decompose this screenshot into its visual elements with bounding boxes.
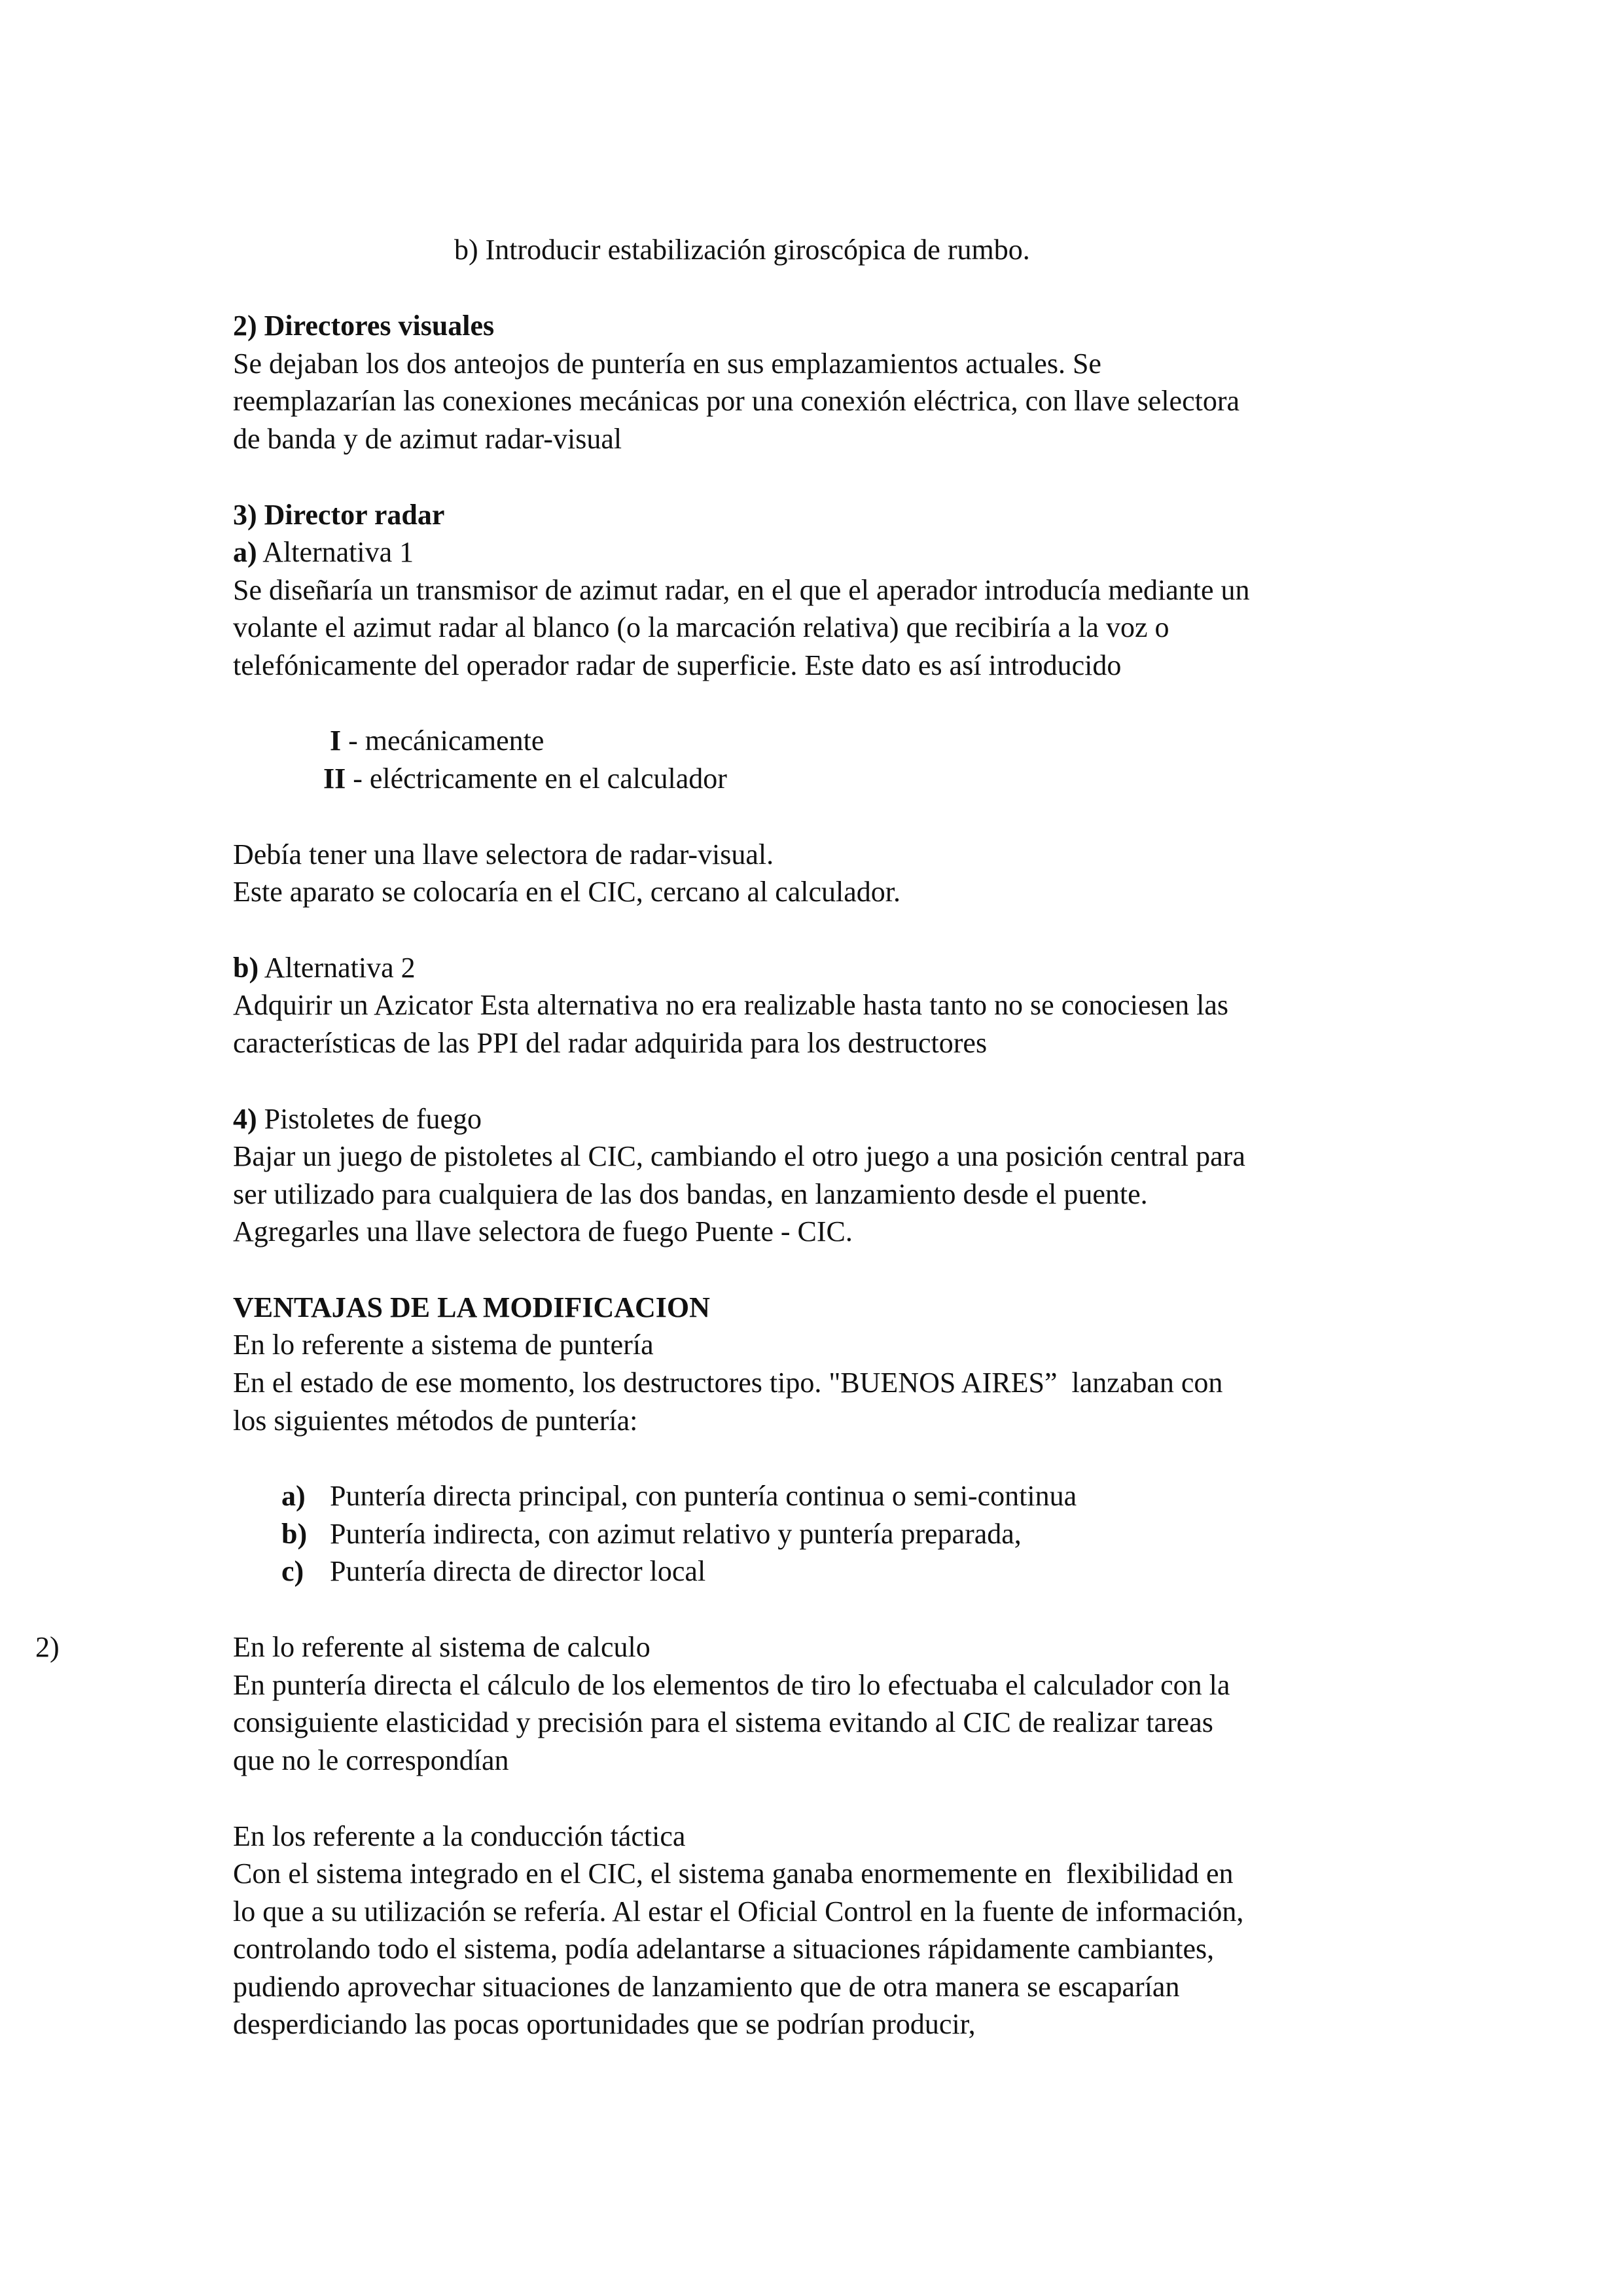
paragraph-line: lo que a su utilización se refería. Al estar el Oficial Control en la fuente de información, — [233, 1895, 1244, 1928]
paragraph-line: volante el azimut radar al blanco (o la marcación relativa) que recibiría a la voz o — [233, 611, 1169, 643]
list-text: Puntería indirecta, con azimut relativo y puntería preparada, — [330, 1518, 1022, 1550]
paragraph-line: En lo referente a sistema de puntería — [233, 1329, 654, 1361]
section-number: 3) — [233, 499, 257, 531]
paragraph-line: Este aparato se colocaría en el CIC, cercano al calculador. — [233, 876, 901, 908]
roman-list-item — [323, 764, 727, 793]
section-4-heading — [233, 1105, 482, 1134]
paragraph-line: controlando todo el sistema, podía adelantarse a situaciones rápidamente cambiantes, — [233, 1933, 1215, 1965]
alternative-heading — [233, 954, 416, 982]
paragraph-line: pudiendo aprovechar situaciones de lanzamiento que de otra manera se escaparían — [233, 1971, 1180, 2003]
margin-number: 2) — [35, 1631, 60, 1663]
paragraph-line: reemplazarían las conexiones mecánicas por una conexión eléctrica, con llave selectora — [233, 385, 1240, 417]
roman-text: - eléctricamente en el calculador — [346, 762, 727, 795]
paragraph-line: los siguientes métodos de puntería: — [233, 1405, 638, 1437]
paragraph-line: Bajar un juego de pistoletes al CIC, cambiando el otro juego a una posición central para — [233, 1140, 1245, 1172]
list-text: Puntería directa de director local — [330, 1555, 706, 1587]
section-3-heading — [233, 501, 444, 529]
section-number: 2) — [233, 310, 257, 342]
list-item — [281, 1482, 1077, 1511]
list-letter: b) — [281, 1518, 308, 1550]
paragraph-line: telefónicamente del operador radar de superficie. Este dato es así introducido — [233, 649, 1122, 681]
paragraph-line: Se diseñaría un transmisor de azimut radar, en el que el aperador introducía mediante un — [233, 574, 1250, 606]
roman-numeral: I — [330, 725, 342, 757]
list-text: Puntería directa principal, con puntería continua o semi-continua — [330, 1480, 1077, 1512]
paragraph-line: consiguiente elasticidad y precisión para el sistema evitando al CIC de realizar tareas — [233, 1706, 1213, 1738]
alternative-label: Alternativa 2 — [264, 952, 416, 984]
paragraph-line: En el estado de ese momento, los destructores tipo. "BUENOS AIRES” lanzaban con — [233, 1367, 1223, 1399]
paragraph-line: desperdiciando las pocas oportunidades que se podrían producir, — [233, 2008, 976, 2040]
intro-line: b) Introducir estabilización giroscópica de rumbo. — [454, 234, 1030, 266]
section-2-heading — [233, 312, 494, 340]
list-letter: a) — [281, 1480, 306, 1512]
paragraph-line: En los referente a la conducción táctica — [233, 1820, 686, 1852]
paragraph-line: Se dejaban los dos anteojos de puntería en sus emplazamientos actuales. Se — [233, 348, 1101, 380]
roman-text: - mecánicamente — [341, 725, 544, 757]
alternative-heading — [233, 538, 414, 567]
list-item — [281, 1557, 705, 1586]
paragraph-line: Con el sistema integrado en el CIC, el sistema ganaba enormemente en flexibilidad en — [233, 1857, 1234, 1890]
alternative-label: Alternativa 1 — [262, 536, 414, 568]
section-title: Director radar — [264, 499, 445, 531]
section-number: 4) — [233, 1103, 257, 1135]
alternative-letter: b) — [233, 952, 259, 984]
section-title: Directores visuales — [264, 310, 495, 342]
paragraph-line: características de las PPI del radar adquirida para los destructores — [233, 1027, 988, 1059]
paragraph-line: Adquirir un Azicator Esta alternativa no era realizable hasta tanto no se conociesen las — [233, 989, 1229, 1021]
list-letter: c) — [281, 1555, 304, 1587]
roman-list-item — [330, 726, 544, 755]
paragraph-line: que no le correspondían — [233, 1744, 509, 1776]
section-title: Pistoletes de fuego — [264, 1103, 482, 1135]
paragraph-line: ser utilizado para cualquiera de las dos bandas, en lanzamiento desde el puente. — [233, 1178, 1148, 1210]
list-item — [281, 1520, 1022, 1549]
paragraph-line: Agregarles una llave selectora de fuego Puente - CIC. — [233, 1215, 853, 1247]
paragraph-line: En puntería directa el cálculo de los elementos de tiro lo efectuaba el calculador con la — [233, 1669, 1230, 1701]
paragraph-line: de banda y de azimut radar-visual — [233, 423, 622, 455]
paragraph-line: Debía tener una llave selectora de radar-visual. — [233, 838, 774, 870]
paragraph-line: En lo referente al sistema de calculo — [233, 1631, 651, 1663]
roman-numeral: II — [323, 762, 346, 795]
alternative-letter: a) — [233, 536, 257, 568]
ventajas-heading: VENTAJAS DE LA MODIFICACION — [233, 1291, 710, 1323]
